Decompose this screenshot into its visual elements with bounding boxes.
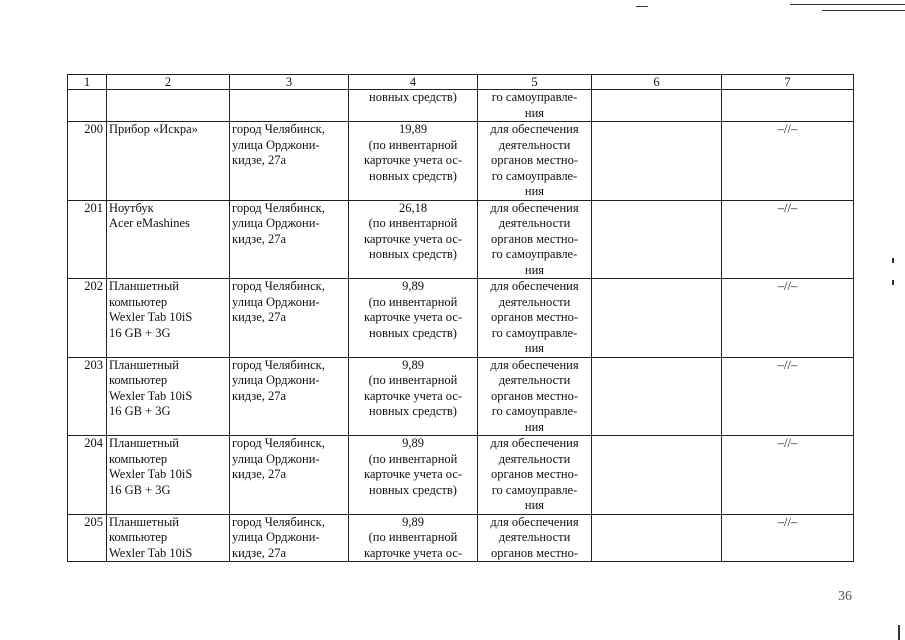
cell-line: 19,89 xyxy=(398,122,428,136)
cell-line: для обеспечения xyxy=(490,279,579,293)
cell-line: го самоуправле- xyxy=(491,325,578,340)
cell-value xyxy=(349,122,478,201)
cell-line: Ноутбук xyxy=(109,200,154,215)
cell-line: 16 GB + 3G xyxy=(109,404,171,418)
cell-line: Wexler Tab 10iS xyxy=(109,310,193,324)
cell-number: 204 xyxy=(68,436,107,515)
cell-number: 200 xyxy=(68,122,107,201)
table-row xyxy=(68,279,854,358)
cell-line: го самоуправле- xyxy=(491,247,578,261)
continuation-row xyxy=(68,90,854,122)
cell-number: 202 xyxy=(68,279,107,358)
cell-line: деятельности xyxy=(498,373,571,387)
cell-col7: –//– xyxy=(722,122,854,201)
cell-line: 26,18 xyxy=(398,200,428,215)
cell-purpose xyxy=(478,122,592,201)
cell-line: органов местно- xyxy=(490,467,579,481)
cell-line: (по инвентарной xyxy=(368,373,458,387)
scan-mark xyxy=(822,10,905,11)
cell-col7: –//– xyxy=(722,436,854,515)
cell-address xyxy=(230,357,349,436)
column-header: 1 xyxy=(68,75,107,90)
cell-number: 203 xyxy=(68,357,107,436)
cell-col6 xyxy=(592,514,722,562)
cell-line: улица Орджони- xyxy=(232,373,320,387)
cell-number xyxy=(68,90,107,122)
cell-purpose xyxy=(478,357,592,436)
cell-line: 9,89 xyxy=(402,279,424,293)
scan-mark xyxy=(636,6,648,7)
cell-line: 16 GB + 3G xyxy=(109,325,171,340)
cell-line: (по инвентарной xyxy=(368,451,458,466)
cell-line: Планшетный xyxy=(109,279,179,293)
cell-line: 9,89 xyxy=(402,436,424,450)
scan-mark xyxy=(892,258,894,263)
cell-line: 9,89 xyxy=(402,514,424,529)
cell-line: город Челябинск, xyxy=(232,279,325,293)
cell-line: органов местно- xyxy=(490,153,579,167)
cell-line: деятельности xyxy=(498,294,571,309)
column-header: 4 xyxy=(349,75,478,90)
table-row xyxy=(68,200,854,279)
cell-line: органов местно- xyxy=(490,310,579,324)
cell-name xyxy=(107,357,230,436)
cell-line: для обеспечения xyxy=(490,357,579,372)
cell-purpose xyxy=(478,90,592,122)
cell-line: деятельности xyxy=(498,216,571,230)
cell-line: карточке учета ос- xyxy=(363,231,463,246)
cell-name xyxy=(107,200,230,279)
cell-line: Планшетный xyxy=(109,514,179,529)
cell-value xyxy=(349,279,478,358)
cell-line: (по инвентарной xyxy=(368,294,458,309)
cell-line: новных средств) xyxy=(369,247,457,261)
cell-line: (по инвентарной xyxy=(368,137,458,152)
cell-line: (по инвентарной xyxy=(368,216,458,230)
page-number: 36 xyxy=(838,589,852,604)
table-row xyxy=(68,436,854,515)
column-header: 7 xyxy=(722,75,854,90)
cell-name xyxy=(107,514,230,562)
cell-address xyxy=(230,279,349,358)
cell-line: ния xyxy=(524,419,545,434)
cell-line: город Челябинск, xyxy=(232,200,325,215)
cell-line: ния xyxy=(524,262,545,277)
cell-purpose xyxy=(478,200,592,279)
cell-number: 205 xyxy=(68,514,107,562)
cell-value xyxy=(349,90,478,122)
cell-line: улица Орджони- xyxy=(232,530,320,544)
cell-value xyxy=(349,200,478,279)
cell-line: кидзе, 27а xyxy=(232,153,287,167)
cell-number: 201 xyxy=(68,200,107,279)
cell-line: ния xyxy=(524,341,545,355)
column-header: 5 xyxy=(478,75,592,90)
cell-line: Wexler Tab 10iS xyxy=(109,467,193,481)
cell-col7: –//– xyxy=(722,357,854,436)
cell-line: город Челябинск, xyxy=(232,357,325,372)
cell-line: карточке учета ос- xyxy=(363,545,463,560)
cell-line: для обеспечения xyxy=(490,122,579,136)
column-header: 2 xyxy=(107,75,230,90)
cell-col7: –//– xyxy=(722,279,854,358)
cell-name xyxy=(107,90,230,122)
cell-line: карточке учета ос- xyxy=(363,310,463,324)
cell-line: компьютер xyxy=(109,373,168,387)
cell-address xyxy=(230,436,349,515)
cell-line: улица Орджони- xyxy=(232,216,320,230)
cell-col6 xyxy=(592,279,722,358)
scan-mark xyxy=(790,4,905,5)
cell-line: ния xyxy=(524,498,545,512)
cell-line: кидзе, 27а xyxy=(232,231,287,246)
cell-line: новных средств) xyxy=(369,482,457,497)
cell-address xyxy=(230,122,349,201)
cell-value xyxy=(349,436,478,515)
cell-name xyxy=(107,436,230,515)
cell-line: кидзе, 27а xyxy=(232,310,287,324)
cell-address xyxy=(230,90,349,122)
cell-line: Прибор «Искра» xyxy=(109,122,198,136)
cell-line: карточке учета ос- xyxy=(363,467,463,481)
cell-line: Планшетный xyxy=(109,357,179,372)
cell-line: улица Орджони- xyxy=(232,451,320,466)
header-row xyxy=(68,75,854,90)
cell-line: новных средств) xyxy=(369,90,457,104)
scan-mark xyxy=(892,280,894,285)
cell-line: Acer eMashines xyxy=(109,216,190,230)
table-row xyxy=(68,357,854,436)
cell-line: Wexler Tab 10iS xyxy=(109,388,193,403)
cell-line: новных средств) xyxy=(369,168,457,183)
cell-line: 9,89 xyxy=(402,357,424,372)
cell-purpose xyxy=(478,514,592,562)
cell-line: улица Орджони- xyxy=(232,137,320,152)
cell-line: го самоуправле- xyxy=(491,168,578,183)
cell-line: город Челябинск, xyxy=(232,514,325,529)
cell-line: улица Орджони- xyxy=(232,294,320,309)
cell-col6 xyxy=(592,200,722,279)
cell-line: го самоуправле- xyxy=(491,404,578,418)
cell-line: город Челябинск, xyxy=(232,436,325,450)
cell-value xyxy=(349,357,478,436)
cell-line: кидзе, 27а xyxy=(232,388,287,403)
column-header: 6 xyxy=(592,75,722,90)
cell-purpose xyxy=(478,279,592,358)
cell-col7: –//– xyxy=(722,514,854,562)
cell-col6 xyxy=(592,90,722,122)
cell-line: город Челябинск, xyxy=(232,122,325,136)
cell-line: деятельности xyxy=(498,530,571,544)
cell-line: 16 GB + 3G xyxy=(109,482,171,497)
cell-line: го самоуправле- xyxy=(491,482,578,497)
cell-address xyxy=(230,200,349,279)
table-row xyxy=(68,514,854,562)
cell-line: деятельности xyxy=(498,137,571,152)
column-header: 3 xyxy=(230,75,349,90)
cell-line: Wexler Tab 10iS xyxy=(109,545,193,560)
cell-col7 xyxy=(722,90,854,122)
cell-line: органов местно- xyxy=(490,388,579,403)
cell-line: для обеспечения xyxy=(490,514,579,529)
cell-line: органов местно- xyxy=(490,545,579,560)
scan-mark xyxy=(898,625,900,640)
cell-purpose xyxy=(478,436,592,515)
cell-line: (по инвентарной xyxy=(368,530,458,544)
cell-line: ния xyxy=(524,184,545,198)
cell-line: органов местно- xyxy=(490,231,579,246)
cell-col7: –//– xyxy=(722,200,854,279)
cell-line: компьютер xyxy=(109,530,168,544)
cell-name xyxy=(107,279,230,358)
cell-line: новных средств) xyxy=(369,404,457,418)
cell-address xyxy=(230,514,349,562)
cell-line: ния xyxy=(524,105,545,120)
cell-line: го самоуправле- xyxy=(491,90,578,104)
cell-line: деятельности xyxy=(498,451,571,466)
cell-line: компьютер xyxy=(109,451,168,466)
cell-name xyxy=(107,122,230,201)
table-row xyxy=(68,122,854,201)
cell-line: карточке учета ос- xyxy=(363,153,463,167)
cell-col6 xyxy=(592,357,722,436)
cell-line: Планшетный xyxy=(109,436,179,450)
cell-line: для обеспечения xyxy=(490,200,579,215)
cell-col6 xyxy=(592,436,722,515)
cell-line: кидзе, 27а xyxy=(232,467,287,481)
cell-col6 xyxy=(592,122,722,201)
cell-line: компьютер xyxy=(109,294,168,309)
cell-line: карточке учета ос- xyxy=(363,388,463,403)
inventory-table xyxy=(67,74,854,562)
cell-line: кидзе, 27а xyxy=(232,545,287,560)
cell-line: для обеспечения xyxy=(490,436,579,450)
cell-value xyxy=(349,514,478,562)
cell-line: новных средств) xyxy=(369,325,457,340)
